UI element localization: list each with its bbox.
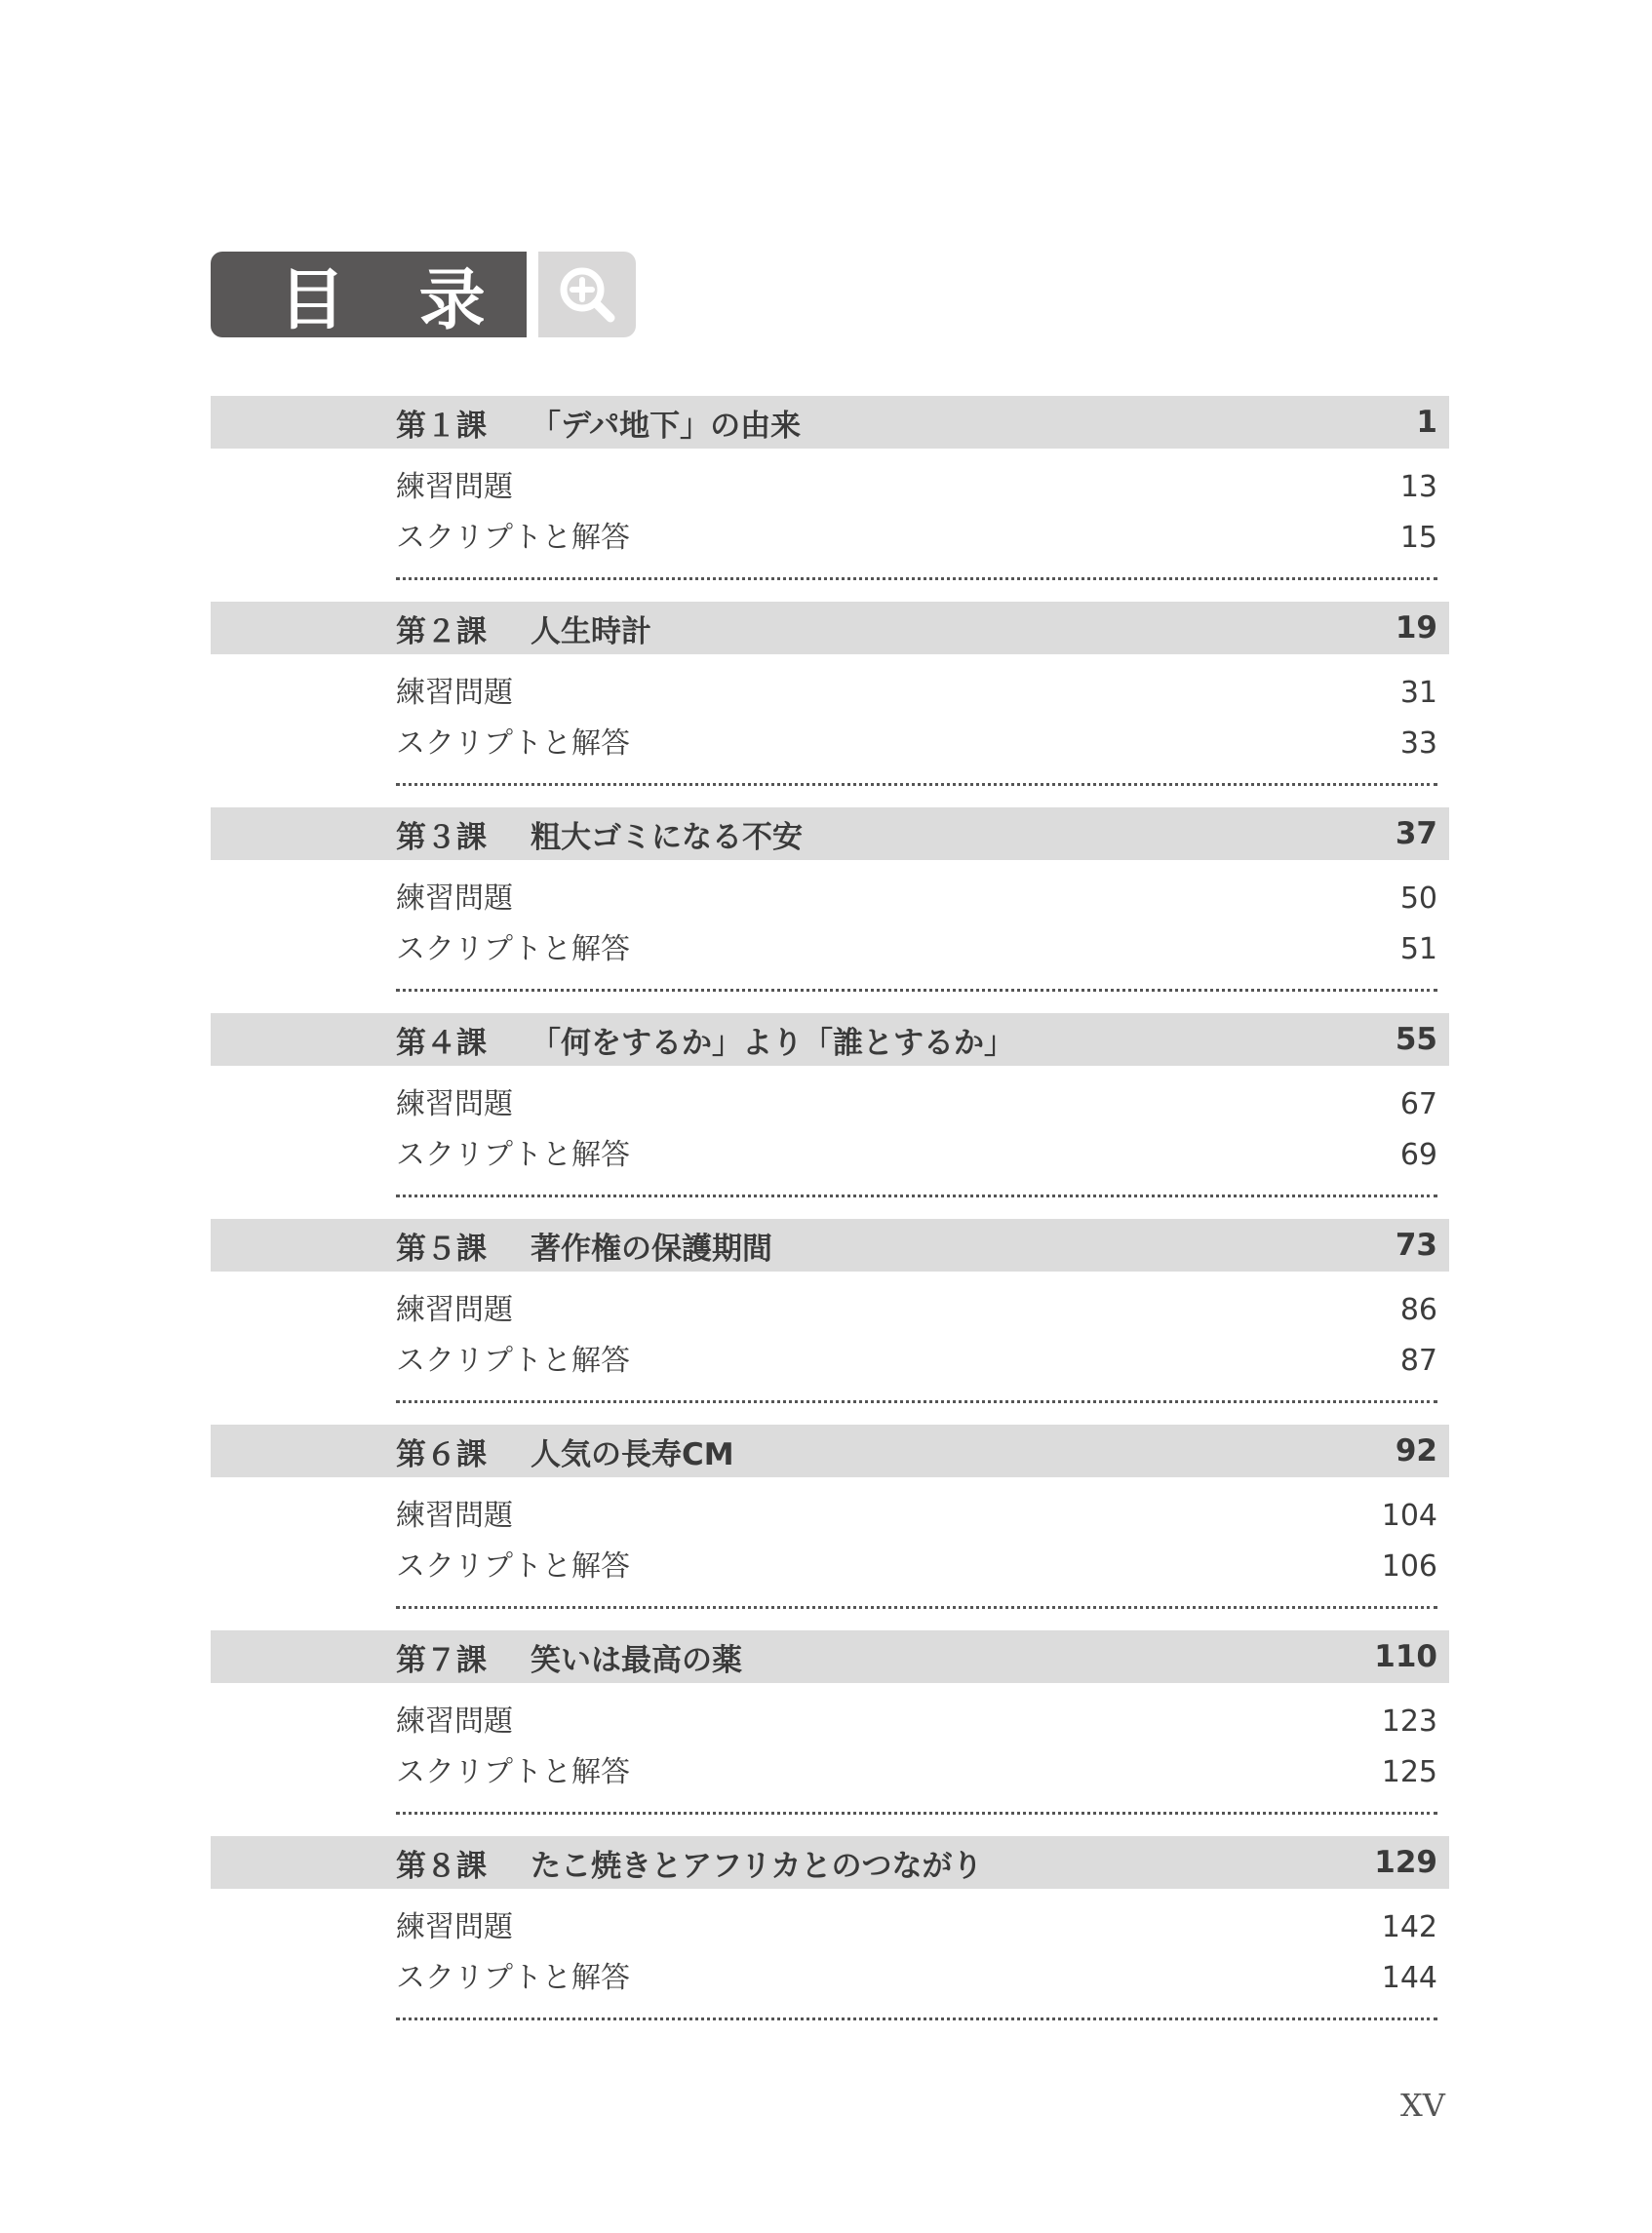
- lesson-title: 笑いは最高の薬: [531, 1642, 742, 1678]
- subentry-label: 練習問題: [396, 1499, 513, 1533]
- dotted-divider: [396, 2018, 1437, 2020]
- subentry-page-number: 125: [1381, 1755, 1437, 1789]
- subentry-label: スクリプトと解答: [396, 1961, 630, 1995]
- zoom-in-icon: [556, 263, 618, 326]
- lesson-number: 第２課: [396, 613, 487, 649]
- toc-subentry[interactable]: [396, 1747, 1437, 1798]
- toc-subentry[interactable]: [396, 1491, 1437, 1542]
- lesson-page-number: 37: [1395, 816, 1437, 851]
- lesson-heading[interactable]: [211, 1219, 1449, 1272]
- lesson-entry: [211, 396, 1449, 580]
- subentry-label: 練習問題: [396, 1293, 513, 1327]
- dotted-divider: [396, 1606, 1437, 1609]
- toc-subentry[interactable]: [396, 668, 1437, 719]
- subentry-label: スクリプトと解答: [396, 1755, 630, 1789]
- lesson-number: 第３課: [396, 819, 487, 855]
- subentry-page-number: 31: [1399, 676, 1437, 710]
- dotted-divider: [396, 989, 1437, 992]
- lesson-page-number: 1: [1416, 405, 1437, 440]
- lesson-title: 人生時計: [531, 613, 651, 649]
- dotted-divider: [396, 1400, 1437, 1403]
- lesson-title: 粗大ゴミになる不安: [531, 819, 803, 855]
- subentry-label: スクリプトと解答: [396, 1344, 630, 1378]
- zoom-badge: [538, 252, 636, 337]
- subentry-label: スクリプトと解答: [396, 932, 630, 966]
- dotted-divider: [396, 1812, 1437, 1815]
- subentry-label: スクリプトと解答: [396, 1138, 630, 1172]
- lesson-number: 第８課: [396, 1848, 487, 1884]
- lesson-number: 第７課: [396, 1642, 487, 1678]
- subentry-page-number: 13: [1399, 470, 1437, 504]
- toc-subentry[interactable]: [396, 1542, 1437, 1592]
- toc-subentry[interactable]: [396, 1953, 1437, 2004]
- subentry-label: 練習問題: [396, 1910, 513, 1944]
- lesson-subentries: [396, 654, 1437, 769]
- lesson-subentries: [396, 1889, 1437, 2004]
- subentry-page-number: 51: [1399, 932, 1437, 966]
- subentry-page-number: 33: [1399, 726, 1437, 761]
- subentry-page-number: 86: [1399, 1293, 1437, 1327]
- lesson-heading[interactable]: [211, 1630, 1449, 1683]
- lesson-page-number: 55: [1395, 1022, 1437, 1057]
- lesson-title: たこ焼きとアフリカとのつながり: [531, 1848, 983, 1884]
- subentry-label: 練習問題: [396, 1704, 513, 1739]
- lesson-entry: [211, 602, 1449, 786]
- lesson-subentries: [396, 860, 1437, 975]
- lesson-heading[interactable]: [211, 396, 1449, 449]
- subentry-label: スクリプトと解答: [396, 726, 630, 761]
- toc-subentry[interactable]: [396, 1902, 1437, 1953]
- toc-subentry[interactable]: [396, 719, 1437, 769]
- toc-subentry[interactable]: [396, 1697, 1437, 1747]
- lesson-subentries: [396, 1066, 1437, 1181]
- subentry-page-number: 123: [1381, 1704, 1437, 1739]
- lesson-entry: [211, 1013, 1449, 1197]
- lesson-number: 第６課: [396, 1436, 487, 1472]
- subentry-label: 練習問題: [396, 1087, 513, 1121]
- lesson-subentries: [396, 1683, 1437, 1798]
- lesson-number: 第５課: [396, 1231, 487, 1267]
- subentry-page-number: 144: [1381, 1961, 1437, 1995]
- subentry-page-number: 67: [1399, 1087, 1437, 1121]
- lesson-entry: [211, 1630, 1449, 1815]
- lesson-title: 「何をするか」より「誰とするか」: [531, 1025, 1014, 1061]
- lesson-number: 第４課: [396, 1025, 487, 1061]
- lesson-page-number: 110: [1374, 1639, 1437, 1674]
- lesson-entry: [211, 1219, 1449, 1403]
- toc-subentry[interactable]: [396, 1336, 1437, 1387]
- lesson-subentries: [396, 449, 1437, 564]
- dotted-divider: [396, 577, 1437, 580]
- lesson-subentries: [396, 1272, 1437, 1387]
- toc-subentry[interactable]: [396, 1079, 1437, 1130]
- lesson-page-number: 129: [1374, 1845, 1437, 1880]
- toc-subentry[interactable]: [396, 924, 1437, 975]
- dotted-divider: [396, 1195, 1437, 1197]
- lesson-entry: [211, 1836, 1449, 2020]
- toc-subentry[interactable]: [396, 513, 1437, 564]
- toc-subentry[interactable]: [396, 1285, 1437, 1336]
- subentry-label: 練習問題: [396, 881, 513, 916]
- subentry-label: スクリプトと解答: [396, 521, 630, 555]
- toc-header: [211, 252, 636, 337]
- lesson-title: 「デパ地下」の由来: [531, 408, 802, 444]
- lesson-heading[interactable]: [211, 602, 1449, 654]
- toc-subentry[interactable]: [396, 1130, 1437, 1181]
- lesson-page-number: 73: [1395, 1228, 1437, 1263]
- lesson-heading[interactable]: [211, 1836, 1449, 1889]
- subentry-page-number: 50: [1399, 881, 1437, 916]
- subentry-page-number: 142: [1381, 1910, 1437, 1944]
- subentry-page-number: 87: [1399, 1344, 1437, 1378]
- lesson-entry: [211, 807, 1449, 992]
- lesson-heading[interactable]: [211, 807, 1449, 860]
- toc-subentry[interactable]: [396, 874, 1437, 924]
- page-number: XV: [1400, 2087, 1445, 2124]
- lesson-heading[interactable]: [211, 1013, 1449, 1066]
- page-title: 目 录: [211, 252, 527, 337]
- lesson-title: 著作権の保護期間: [531, 1231, 772, 1267]
- lesson-title: 人気の長寿CM: [531, 1436, 734, 1472]
- lesson-heading[interactable]: [211, 1425, 1449, 1477]
- lesson-subentries: [396, 1477, 1437, 1592]
- subentry-label: 練習問題: [396, 470, 513, 504]
- dotted-divider: [396, 783, 1437, 786]
- subentry-page-number: 106: [1381, 1549, 1437, 1584]
- table-of-contents: [211, 396, 1449, 2042]
- lesson-number: 第１課: [396, 408, 487, 444]
- subentry-label: 練習問題: [396, 676, 513, 710]
- toc-subentry[interactable]: [396, 462, 1437, 513]
- subentry-page-number: 15: [1399, 521, 1437, 555]
- lesson-page-number: 19: [1395, 610, 1437, 646]
- subentry-page-number: 104: [1381, 1499, 1437, 1533]
- lesson-entry: [211, 1425, 1449, 1609]
- subentry-page-number: 69: [1399, 1138, 1437, 1172]
- lesson-page-number: 92: [1395, 1433, 1437, 1469]
- subentry-label: スクリプトと解答: [396, 1549, 630, 1584]
